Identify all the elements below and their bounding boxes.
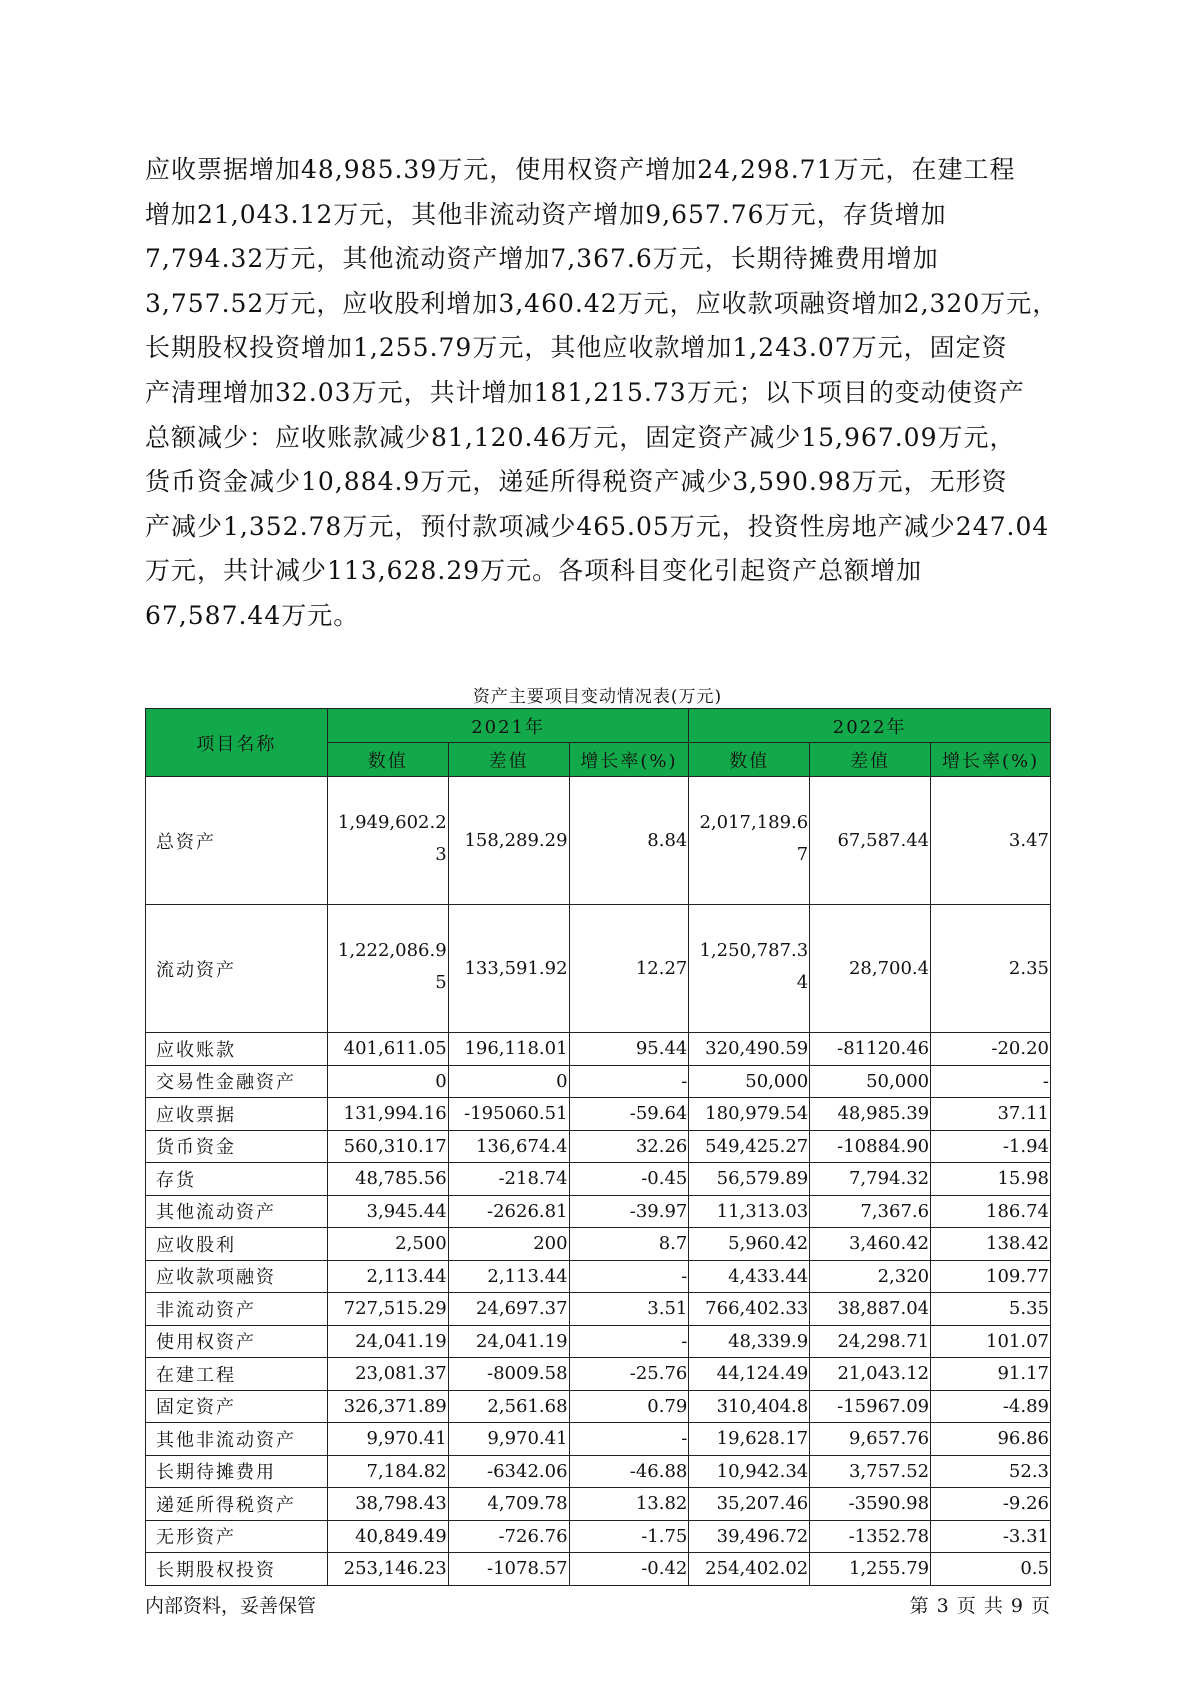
table-row [146,1325,1051,1358]
table-cell: 21,043.12 [810,1358,931,1391]
table-row [146,1065,1051,1098]
table-cell: -2626.81 [448,1195,569,1228]
table-cell: 3,757.52 [810,1455,931,1488]
table-cell: -81120.46 [810,1033,931,1066]
table-cell: - [569,1065,689,1098]
table-cell: 9,970.41 [327,1423,448,1456]
paragraph-line: 货币资金减少10,884.9万元，递延所得税资产减少3,590.98万元，无形资 [145,467,1008,497]
table-cell: - [569,1423,689,1456]
table-cell: -20.20 [931,1033,1051,1066]
table-cell: 320,490.59 [689,1033,810,1066]
table-row [146,1033,1051,1066]
table-row [146,1293,1051,1326]
table-cell: 0 [327,1065,448,1098]
table-cell: 253,146.23 [327,1553,448,1586]
table-cell: 95.44 [569,1033,689,1066]
table-cell: 254,402.02 [689,1553,810,1586]
table-cell: -4.89 [931,1390,1051,1423]
body-paragraph [145,148,1059,639]
table-cell: 0.5 [931,1553,1051,1586]
table-row [146,1228,1051,1261]
row-label: 非流动资产 [146,1293,328,1326]
table-cell: 38,798.43 [327,1488,448,1521]
row-label: 应收账款 [146,1033,328,1066]
table-cell: 2,113.44 [448,1260,569,1293]
table-cell: 138.42 [931,1228,1051,1261]
table-cell: -8009.58 [448,1358,569,1391]
table-cell: 56,579.89 [689,1163,810,1196]
table-cell: 7,794.32 [810,1163,931,1196]
table-cell: -46.88 [569,1455,689,1488]
table-row [146,1163,1051,1196]
paragraph-line: 总额减少：应收账款减少81,120.46万元，固定资产减少15,967.09万元， [145,422,1016,452]
table-cell: 180,979.54 [689,1098,810,1131]
footer-page-number: 第 3 页 共 9 页 [909,1595,1051,1617]
paragraph-line: 应收票据增加48,985.39万元，使用权资产增加24,298.71万元，在建工程 [145,155,1016,184]
table-cell: 13.82 [569,1488,689,1521]
table-row [146,1488,1051,1521]
header-diff-2021: 差值 [448,743,569,777]
table-cell: 5,960.42 [689,1228,810,1261]
table-cell: 67,587.44 [810,777,931,905]
row-label: 在建工程 [146,1358,328,1391]
table-row [146,1130,1051,1163]
header-rate-2022: 增长率(%) [931,743,1051,777]
row-label: 应收款项融资 [146,1260,328,1293]
table-cell: -1.94 [931,1130,1051,1163]
table-cell: - [569,1325,689,1358]
table-row [146,1098,1051,1131]
table-cell: 326,371.89 [327,1390,448,1423]
table-cell: -726.76 [448,1520,569,1553]
table-cell: 7,367.6 [810,1195,931,1228]
table-cell: 549,425.27 [689,1130,810,1163]
table-cell: 727,515.29 [327,1293,448,1326]
footer-confidential-note: 内部资料，妥善保管 [145,1595,317,1617]
paragraph-line: 3,757.52万元，应收股利增加3,460.42万元，应收款项融资增加2,320万元， [145,288,1059,318]
row-label: 交易性金融资产 [146,1065,328,1098]
table-cell: 766,402.33 [689,1293,810,1326]
header-diff-2022: 差值 [810,743,931,777]
table-cell: -0.42 [569,1553,689,1586]
table-cell: 23,081.37 [327,1358,448,1391]
table-cell: -9.26 [931,1488,1051,1521]
table-cell: -10884.90 [810,1130,931,1163]
table-cell: 186.74 [931,1195,1051,1228]
table-cell: 35,207.46 [689,1488,810,1521]
header-year-2022: 2022年 [689,709,1051,743]
table-cell: 2,500 [327,1228,448,1261]
table-cell: 3.51 [569,1293,689,1326]
table-cell: 1,250,787.34 [689,905,810,1033]
table-cell: -3590.98 [810,1488,931,1521]
table-cell: 1,255.79 [810,1553,931,1586]
table-cell: 0.79 [569,1390,689,1423]
table-cell: 158,289.29 [448,777,569,905]
table-cell: 196,118.01 [448,1033,569,1066]
table-cell: 91.17 [931,1358,1051,1391]
paragraph-line: 7,794.32万元，其他流动资产增加7,367.6万元，长期待摊费用增加 [145,244,939,274]
header-value-2022: 数值 [689,743,810,777]
table-cell: 9,970.41 [448,1423,569,1456]
table-cell: -0.45 [569,1163,689,1196]
table-cell: 4,433.44 [689,1260,810,1293]
row-label: 货币资金 [146,1130,328,1163]
table-cell: 3.47 [931,777,1051,905]
table-cell: 10,942.34 [689,1455,810,1488]
table-cell: 2,113.44 [327,1260,448,1293]
row-label: 流动资产 [146,905,328,1033]
table-cell: 48,339.9 [689,1325,810,1358]
table-cell: 8.84 [569,777,689,905]
table-cell: -218.74 [448,1163,569,1196]
table-cell: 2,320 [810,1260,931,1293]
table-cell: 133,591.92 [448,905,569,1033]
table-cell: 28,700.4 [810,905,931,1033]
header-rate-2021: 增长率(%) [569,743,689,777]
table-cell: 9,657.76 [810,1423,931,1456]
table-cell: -15967.09 [810,1390,931,1423]
table-cell: 39,496.72 [689,1520,810,1553]
table-cell: 7,184.82 [327,1455,448,1488]
table-cell: 48,785.56 [327,1163,448,1196]
table-cell: -6342.06 [448,1455,569,1488]
table-cell: 109.77 [931,1260,1051,1293]
row-label: 存货 [146,1163,328,1196]
table-row [146,1520,1051,1553]
table-cell: 32.26 [569,1130,689,1163]
paragraph-line: 67,587.44万元。 [145,600,360,630]
header-value-2021: 数值 [327,743,448,777]
row-label: 应收票据 [146,1098,328,1131]
header-item-name: 项目名称 [146,709,328,777]
table-cell: 3,460.42 [810,1228,931,1261]
paragraph-line: 产减少1,352.78万元，预付款项减少465.05万元，投资性房地产减少247.04 [145,511,1050,541]
header-year-2021: 2021年 [327,709,689,743]
table-row [146,1423,1051,1456]
table-row [146,1260,1051,1293]
table-cell: 200 [448,1228,569,1261]
table-cell: 24,041.19 [327,1325,448,1358]
table-cell: 2,561.68 [448,1390,569,1423]
table-cell: -195060.51 [448,1098,569,1131]
asset-change-table [145,708,1051,1586]
table-cell: 11,313.03 [689,1195,810,1228]
table-cell: -1078.57 [448,1553,569,1586]
table-cell: 560,310.17 [327,1130,448,1163]
row-label: 其他流动资产 [146,1195,328,1228]
paragraph-line: 增加21,043.12万元，其他非流动资产增加9,657.76万元，存货增加 [145,199,947,229]
paragraph-line: 万元，共计减少113,628.29万元。各项科目变化引起资产总额增加 [145,556,923,586]
table-cell: 24,697.37 [448,1293,569,1326]
row-label: 使用权资产 [146,1325,328,1358]
row-label: 递延所得税资产 [146,1488,328,1521]
table-cell: -1.75 [569,1520,689,1553]
table-row [146,777,1051,905]
table-cell: 19,628.17 [689,1423,810,1456]
table-cell: 24,041.19 [448,1325,569,1358]
table-cell: 4,709.78 [448,1488,569,1521]
table-cell: 0 [448,1065,569,1098]
table-cell: 12.27 [569,905,689,1033]
table-cell: -1352.78 [810,1520,931,1553]
row-label: 固定资产 [146,1390,328,1423]
table-cell: 310,404.8 [689,1390,810,1423]
table-cell: 131,994.16 [327,1098,448,1131]
table-cell: 40,849.49 [327,1520,448,1553]
table-cell: - [931,1065,1051,1098]
table-cell: 96.86 [931,1423,1051,1456]
row-label: 长期股权投资 [146,1553,328,1586]
table-row [146,1195,1051,1228]
table-cell: 15.98 [931,1163,1051,1196]
table-cell: 50,000 [689,1065,810,1098]
table-cell: 37.11 [931,1098,1051,1131]
table-cell: 48,985.39 [810,1098,931,1131]
table-body [146,777,1051,1586]
table-cell: 8.7 [569,1228,689,1261]
table-cell: 5.35 [931,1293,1051,1326]
table-cell: 2,017,189.67 [689,777,810,905]
table-cell: 24,298.71 [810,1325,931,1358]
row-label: 应收股利 [146,1228,328,1261]
row-label: 长期待摊费用 [146,1455,328,1488]
table-cell: -3.31 [931,1520,1051,1553]
table-row [146,1358,1051,1391]
table-cell: 50,000 [810,1065,931,1098]
table-cell: -59.64 [569,1098,689,1131]
paragraph-line: 产清理增加32.03万元，共计增加181,215.73万元；以下项目的变动使资产 [145,377,1025,407]
paragraph-line: 长期股权投资增加1,255.79万元，其他应收款增加1,243.07万元，固定资 [145,333,1008,363]
table-cell: 1,222,086.95 [327,905,448,1033]
table-caption: 资产主要项目变动情况表(万元) [472,687,723,707]
table-row [146,1455,1051,1488]
table-row [146,1553,1051,1586]
table-cell: 52.3 [931,1455,1051,1488]
row-label: 无形资产 [146,1520,328,1553]
table-cell: 44,124.49 [689,1358,810,1391]
row-label: 总资产 [146,777,328,905]
table-cell: - [569,1260,689,1293]
table-cell: 136,674.4 [448,1130,569,1163]
table-cell: 401,611.05 [327,1033,448,1066]
row-label: 其他非流动资产 [146,1423,328,1456]
table-cell: -39.97 [569,1195,689,1228]
table-cell: 3,945.44 [327,1195,448,1228]
table-cell: 38,887.04 [810,1293,931,1326]
table-cell: 1,949,602.23 [327,777,448,905]
table-cell: 101.07 [931,1325,1051,1358]
table-row [146,1390,1051,1423]
table-cell: -25.76 [569,1358,689,1391]
table-cell: 2.35 [931,905,1051,1033]
table-row [146,905,1051,1033]
